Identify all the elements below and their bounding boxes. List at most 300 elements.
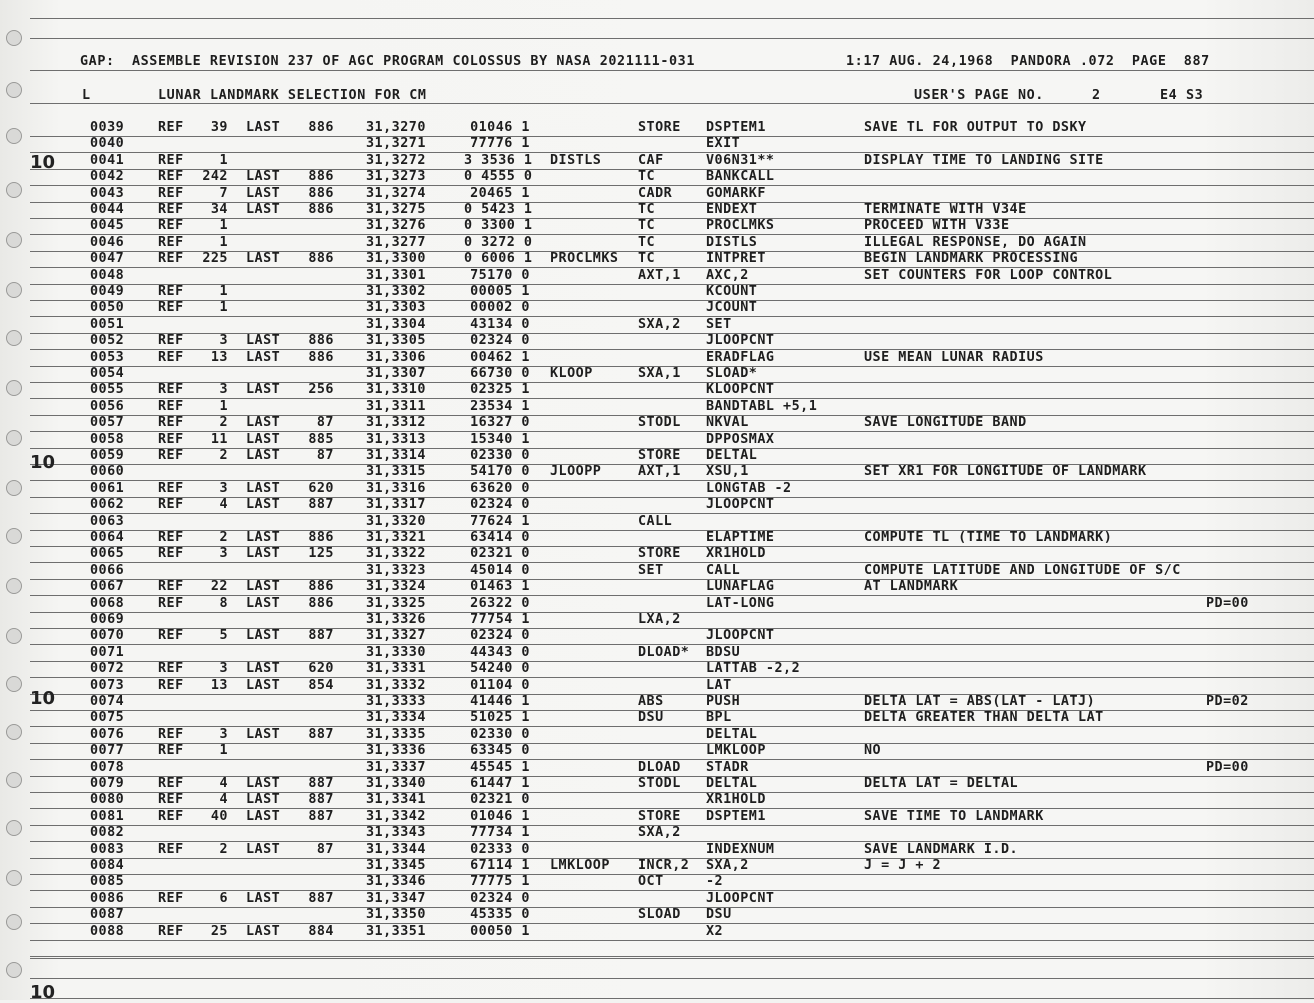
listing-row xyxy=(0,530,1314,546)
ref-count: 1 xyxy=(219,152,228,168)
comment: SAVE LANDMARK I.D. xyxy=(864,841,1019,857)
line-number: 0078 xyxy=(90,759,125,775)
line-number: 0088 xyxy=(90,923,125,939)
line-number: 0052 xyxy=(90,333,125,349)
memory-address: 31,3334 xyxy=(366,710,426,726)
last-page: 620 xyxy=(308,661,334,677)
opcode: LXA,2 xyxy=(638,612,681,627)
memory-address: 31,3330 xyxy=(366,644,426,660)
last-page: 886 xyxy=(308,595,334,611)
memory-address: 31,3307 xyxy=(366,366,426,381)
octal-word: 63414 0 xyxy=(470,530,530,545)
line-number: 0043 xyxy=(90,185,125,201)
listing-row xyxy=(0,333,1314,349)
comment: USE MEAN LUNAR RADIUS xyxy=(864,349,1044,365)
operand: DELTAL xyxy=(706,726,758,742)
last-page: 886 xyxy=(308,251,334,267)
octal-word: 00005 1 xyxy=(470,284,530,299)
memory-address: 31,3331 xyxy=(366,661,426,677)
ref-count: 3 xyxy=(219,480,228,496)
line-number: 0084 xyxy=(90,858,125,873)
last-keyword: LAST xyxy=(246,480,281,496)
operand: XSU,1 xyxy=(706,464,749,480)
symbol-label: PROCLMKS xyxy=(550,251,619,267)
line-number: 0050 xyxy=(90,300,125,316)
last-page: 87 xyxy=(316,448,334,463)
last-keyword: LAST xyxy=(246,120,281,135)
last-keyword: LAST xyxy=(246,169,281,185)
memory-address: 31,3301 xyxy=(366,267,426,283)
octal-word: 02330 0 xyxy=(470,726,530,742)
comment: TERMINATE WITH V34E xyxy=(864,202,1027,217)
memory-address: 31,3303 xyxy=(366,300,426,316)
listing-type-letter: L xyxy=(82,88,91,103)
octal-word: 02321 0 xyxy=(470,546,530,562)
memory-address: 31,3335 xyxy=(366,726,426,742)
memory-address: 31,3305 xyxy=(366,333,426,349)
last-page: 885 xyxy=(308,431,334,447)
octal-word: 02321 0 xyxy=(470,792,530,808)
last-keyword: LAST xyxy=(246,923,281,939)
octal-word: 3 3536 1 xyxy=(464,152,533,168)
ref-count: 1 xyxy=(219,284,228,299)
ref-count: 7 xyxy=(219,185,228,201)
last-keyword: LAST xyxy=(246,497,281,513)
ref-count: 2 xyxy=(219,448,228,463)
opcode: SXA,2 xyxy=(638,316,681,332)
ref-keyword: REF xyxy=(158,792,184,808)
last-page: 87 xyxy=(316,415,334,431)
ref-count: 3 xyxy=(219,661,228,677)
ref-keyword: REF xyxy=(158,726,184,742)
operand: INTPRET xyxy=(706,251,766,267)
operand: SET xyxy=(706,316,732,332)
ref-keyword: REF xyxy=(158,661,184,677)
ref-keyword: REF xyxy=(158,808,184,824)
last-page: 886 xyxy=(308,120,334,135)
octal-word: 66730 0 xyxy=(470,366,530,381)
comment: DELTA GREATER THAN DELTA LAT xyxy=(864,710,1104,726)
ref-count: 39 xyxy=(210,120,228,135)
memory-address: 31,3351 xyxy=(366,923,426,939)
operand: JLOOPCNT xyxy=(706,333,775,349)
line-number: 0058 xyxy=(90,431,125,447)
octal-word: 45014 0 xyxy=(470,562,530,578)
feed-hole xyxy=(6,30,22,46)
ref-keyword: REF xyxy=(158,841,184,857)
octal-word: 01104 0 xyxy=(470,677,530,693)
listing-row xyxy=(0,415,1314,431)
opcode: AXT,1 xyxy=(638,464,681,480)
listing-row xyxy=(0,891,1314,907)
line-number: 0069 xyxy=(90,612,125,627)
ref-keyword: REF xyxy=(158,398,184,414)
memory-address: 31,3327 xyxy=(366,628,426,644)
memory-address: 31,3273 xyxy=(366,169,426,185)
memory-address: 31,3277 xyxy=(366,234,426,250)
last-keyword: LAST xyxy=(246,349,281,365)
listing-row xyxy=(0,825,1314,841)
line-number: 0073 xyxy=(90,677,125,693)
ruling-line xyxy=(30,956,1314,957)
ref-count: 3 xyxy=(219,382,228,398)
operand: BANKCALL xyxy=(706,169,775,185)
ref-keyword: REF xyxy=(158,448,184,463)
last-page: 886 xyxy=(308,333,334,349)
octal-word: 63620 0 xyxy=(470,480,530,496)
line-number: 0079 xyxy=(90,776,125,791)
ref-keyword: REF xyxy=(158,677,184,693)
opcode: OCT xyxy=(638,874,664,890)
ref-keyword: REF xyxy=(158,595,184,611)
listing-row xyxy=(0,792,1314,808)
line-number: 0059 xyxy=(90,448,125,463)
operand: LUNAFLAG xyxy=(706,579,775,595)
ref-keyword: REF xyxy=(158,349,184,365)
listing-row xyxy=(0,448,1314,464)
ref-keyword: REF xyxy=(158,530,184,545)
comment: SAVE TL FOR OUTPUT TO DSKY xyxy=(864,120,1087,135)
ref-keyword: REF xyxy=(158,497,184,513)
comment: SAVE LONGITUDE BAND xyxy=(864,415,1027,431)
feed-hole xyxy=(6,962,22,978)
octal-word: 0 5423 1 xyxy=(464,202,533,217)
opcode: STORE xyxy=(638,808,681,824)
octal-word: 54240 0 xyxy=(470,661,530,677)
last-page: 887 xyxy=(308,776,334,791)
opcode: TC xyxy=(638,234,656,250)
opcode: STORE xyxy=(638,120,681,135)
operand: DSPTEM1 xyxy=(706,120,766,135)
listing-header-date-page: 1:17 AUG. 24,1968 PANDORA .072 PAGE 887 xyxy=(846,54,1210,69)
user-page-label: USER'S PAGE NO. xyxy=(914,88,1044,103)
line-number: 0051 xyxy=(90,316,125,332)
listing-row xyxy=(0,924,1314,940)
line-number: 0062 xyxy=(90,497,125,513)
listing-row xyxy=(0,628,1314,644)
last-page: 887 xyxy=(308,726,334,742)
operand: LATTAB -2,2 xyxy=(706,661,801,677)
opcode: SXA,1 xyxy=(638,366,681,381)
octal-word: 02325 1 xyxy=(470,382,530,398)
memory-address: 31,3322 xyxy=(366,546,426,562)
octal-word: 00002 0 xyxy=(470,300,530,316)
memory-address: 31,3300 xyxy=(366,251,426,267)
ref-count: 3 xyxy=(219,333,228,349)
listing-row xyxy=(0,186,1314,202)
opcode: STODL xyxy=(638,776,681,791)
ref-keyword: REF xyxy=(158,251,184,267)
margin-mark: 10 xyxy=(30,452,56,473)
last-page: 887 xyxy=(308,628,334,644)
comment: BEGIN LANDMARK PROCESSING xyxy=(864,251,1079,267)
ref-count: 4 xyxy=(219,497,228,513)
memory-address: 31,3310 xyxy=(366,382,426,398)
listing-row xyxy=(0,661,1314,677)
line-number: 0080 xyxy=(90,792,125,808)
last-page: 886 xyxy=(308,349,334,365)
ref-count: 25 xyxy=(210,923,228,939)
opcode: TC xyxy=(638,251,656,267)
last-keyword: LAST xyxy=(246,661,281,677)
last-keyword: LAST xyxy=(246,185,281,201)
line-number: 0040 xyxy=(90,136,125,152)
memory-address: 31,3326 xyxy=(366,612,426,627)
opcode: AXT,1 xyxy=(638,267,681,283)
ref-keyword: REF xyxy=(158,579,184,595)
push-down-note: PD=00 xyxy=(1206,759,1249,775)
memory-address: 31,3272 xyxy=(366,152,426,168)
octal-word: 77624 1 xyxy=(470,513,530,529)
octal-word: 54170 0 xyxy=(470,464,530,480)
last-keyword: LAST xyxy=(246,431,281,447)
octal-word: 67114 1 xyxy=(470,858,530,873)
ref-count: 34 xyxy=(210,202,228,217)
opcode: TC xyxy=(638,218,656,234)
comment: SET XR1 FOR LONGITUDE OF LANDMARK xyxy=(864,464,1147,480)
line-number: 0064 xyxy=(90,530,125,545)
ref-count: 22 xyxy=(210,579,228,595)
ref-count: 40 xyxy=(210,808,228,824)
operand: ELAPTIME xyxy=(706,530,775,545)
octal-word: 77754 1 xyxy=(470,612,530,627)
octal-word: 23534 1 xyxy=(470,398,530,414)
operand: ENDEXT xyxy=(706,202,758,217)
memory-address: 31,3276 xyxy=(366,218,426,234)
operand: EXIT xyxy=(706,136,741,152)
opcode: DLOAD xyxy=(638,759,681,775)
listing-row xyxy=(0,514,1314,530)
ref-count: 3 xyxy=(219,726,228,742)
opcode: SET xyxy=(638,562,664,578)
ref-keyword: REF xyxy=(158,923,184,939)
octal-word: 0 3272 0 xyxy=(464,234,533,250)
octal-word: 20465 1 xyxy=(470,185,530,201)
operand: SLOAD* xyxy=(706,366,758,381)
octal-word: 75170 0 xyxy=(470,267,530,283)
octal-word: 02324 0 xyxy=(470,497,530,513)
octal-word: 02333 0 xyxy=(470,841,530,857)
memory-address: 31,3317 xyxy=(366,497,426,513)
octal-word: 45335 0 xyxy=(470,907,530,923)
memory-address: 31,3311 xyxy=(366,398,426,414)
ref-keyword: REF xyxy=(158,202,184,217)
listing-row xyxy=(0,809,1314,825)
listing-row xyxy=(0,169,1314,185)
listing-header-title: GAP: ASSEMBLE REVISION 237 OF AGC PROGRAM COLOSSUS BY NASA 2021111-031 xyxy=(80,54,695,69)
octal-word: 41446 1 xyxy=(470,694,530,709)
octal-word: 63345 0 xyxy=(470,743,530,759)
ruling-line xyxy=(30,978,1314,979)
memory-address: 31,3324 xyxy=(366,579,426,595)
last-keyword: LAST xyxy=(246,530,281,545)
last-keyword: LAST xyxy=(246,677,281,693)
listing-row xyxy=(0,563,1314,579)
operand: JCOUNT xyxy=(706,300,758,316)
last-page: 886 xyxy=(308,202,334,217)
last-page: 887 xyxy=(308,497,334,513)
operand: XR1HOLD xyxy=(706,546,766,562)
memory-address: 31,3341 xyxy=(366,792,426,808)
listing-row xyxy=(0,382,1314,398)
octal-word: 16327 0 xyxy=(470,415,530,431)
operand: PUSH xyxy=(706,694,741,709)
ref-keyword: REF xyxy=(158,776,184,791)
octal-word: 43134 0 xyxy=(470,316,530,332)
operand: DISTLS xyxy=(706,234,758,250)
last-keyword: LAST xyxy=(246,628,281,644)
line-number: 0053 xyxy=(90,349,125,365)
ref-count: 2 xyxy=(219,415,228,431)
operand: ERADFLAG xyxy=(706,349,775,365)
listing-row xyxy=(0,727,1314,743)
comment: DISPLAY TIME TO LANDING SITE xyxy=(864,152,1104,168)
ref-keyword: REF xyxy=(158,546,184,562)
ref-keyword: REF xyxy=(158,628,184,644)
line-number: 0068 xyxy=(90,595,125,611)
margin-mark: 10 xyxy=(30,688,56,709)
listing-row xyxy=(0,268,1314,284)
last-page: 256 xyxy=(308,382,334,398)
memory-address: 31,3321 xyxy=(366,530,426,545)
last-keyword: LAST xyxy=(246,448,281,463)
line-number: 0055 xyxy=(90,382,125,398)
octal-word: 0 3300 1 xyxy=(464,218,533,234)
comment: NO xyxy=(864,743,882,759)
listing-row xyxy=(0,842,1314,858)
comment: SAVE TIME TO LANDMARK xyxy=(864,808,1044,824)
ref-count: 2 xyxy=(219,530,228,545)
memory-address: 31,3325 xyxy=(366,595,426,611)
octal-word: 02324 0 xyxy=(470,890,530,906)
operand: BDSU xyxy=(706,644,741,660)
ruling-line xyxy=(30,70,1314,71)
memory-address: 31,3347 xyxy=(366,890,426,906)
memory-address: 31,3320 xyxy=(366,513,426,529)
memory-address: 31,3333 xyxy=(366,694,426,709)
ref-count: 3 xyxy=(219,546,228,562)
ref-count: 11 xyxy=(210,431,228,447)
last-page: 886 xyxy=(308,169,334,185)
listing-row xyxy=(0,235,1314,251)
ruling-line xyxy=(30,998,1314,999)
symbol-label: KLOOP xyxy=(550,366,593,381)
line-number: 0081 xyxy=(90,808,125,824)
listing-row xyxy=(0,907,1314,923)
octal-word: 01463 1 xyxy=(470,579,530,595)
comment: J = J + 2 xyxy=(864,858,942,873)
listing-row xyxy=(0,432,1314,448)
opcode: STORE xyxy=(638,448,681,463)
line-number: 0044 xyxy=(90,202,125,217)
line-number: 0041 xyxy=(90,152,125,168)
comment: DELTA LAT = DELTAL xyxy=(864,776,1019,791)
last-page: 620 xyxy=(308,480,334,496)
comment: COMPUTE TL (TIME TO LANDMARK) xyxy=(864,530,1113,545)
opcode: CADR xyxy=(638,185,673,201)
operand: LMKLOOP xyxy=(706,743,766,759)
octal-word: 00050 1 xyxy=(470,923,530,939)
operand: X2 xyxy=(706,923,724,939)
opcode: CAF xyxy=(638,152,664,168)
opcode: DSU xyxy=(638,710,664,726)
listing-row xyxy=(0,612,1314,628)
octal-word: 00462 1 xyxy=(470,349,530,365)
last-page: 886 xyxy=(308,530,334,545)
operand: PROCLMKS xyxy=(706,218,775,234)
last-keyword: LAST xyxy=(246,841,281,857)
listing-row xyxy=(0,596,1314,612)
symbol-label: JLOOPP xyxy=(550,464,602,480)
octal-word: 01046 1 xyxy=(470,808,530,824)
comment: PROCEED WITH V33E xyxy=(864,218,1010,234)
opcode: INCR,2 xyxy=(638,858,690,873)
operand: LAT-LONG xyxy=(706,595,775,611)
feed-hole xyxy=(6,82,22,98)
ref-keyword: REF xyxy=(158,284,184,299)
line-number: 0056 xyxy=(90,398,125,414)
push-down-note: PD=00 xyxy=(1206,595,1249,611)
last-keyword: LAST xyxy=(246,382,281,398)
line-number: 0071 xyxy=(90,644,125,660)
operand: DSU xyxy=(706,907,732,923)
ref-keyword: REF xyxy=(158,218,184,234)
opcode: TC xyxy=(638,169,656,185)
operand: JLOOPCNT xyxy=(706,628,775,644)
memory-address: 31,3345 xyxy=(366,858,426,873)
last-keyword: LAST xyxy=(246,202,281,217)
memory-address: 31,3306 xyxy=(366,349,426,365)
line-number: 0082 xyxy=(90,825,125,841)
last-keyword: LAST xyxy=(246,415,281,431)
ref-count: 4 xyxy=(219,776,228,791)
memory-address: 31,3323 xyxy=(366,562,426,578)
octal-word: 51025 1 xyxy=(470,710,530,726)
operand: DSPTEM1 xyxy=(706,808,766,824)
memory-address: 31,3336 xyxy=(366,743,426,759)
operand: CALL xyxy=(706,562,741,578)
listing-row xyxy=(0,497,1314,513)
listing-row xyxy=(0,317,1314,333)
listing-row xyxy=(0,202,1314,218)
last-page: 854 xyxy=(308,677,334,693)
memory-address: 31,3312 xyxy=(366,415,426,431)
octal-word: 02324 0 xyxy=(470,333,530,349)
listing-row xyxy=(0,710,1314,726)
operand: KCOUNT xyxy=(706,284,758,299)
line-number: 0072 xyxy=(90,661,125,677)
listing-row xyxy=(0,874,1314,890)
line-number: 0057 xyxy=(90,415,125,431)
operand: LAT xyxy=(706,677,732,693)
comment: ILLEGAL RESPONSE, DO AGAIN xyxy=(864,234,1087,250)
ruling-line xyxy=(30,18,1314,19)
listing-row xyxy=(0,251,1314,267)
memory-address: 31,3271 xyxy=(366,136,426,152)
operand: XR1HOLD xyxy=(706,792,766,808)
line-number: 0085 xyxy=(90,874,125,890)
octal-word: 44343 0 xyxy=(470,644,530,660)
listing-row xyxy=(0,858,1314,874)
listing-row xyxy=(0,464,1314,480)
line-number: 0070 xyxy=(90,628,125,644)
margin-mark: 10 xyxy=(30,152,56,173)
operand: -2 xyxy=(706,874,724,890)
memory-address: 31,3350 xyxy=(366,907,426,923)
line-number: 0066 xyxy=(90,562,125,578)
comment: AT LANDMARK xyxy=(864,579,959,595)
last-page: 887 xyxy=(308,890,334,906)
